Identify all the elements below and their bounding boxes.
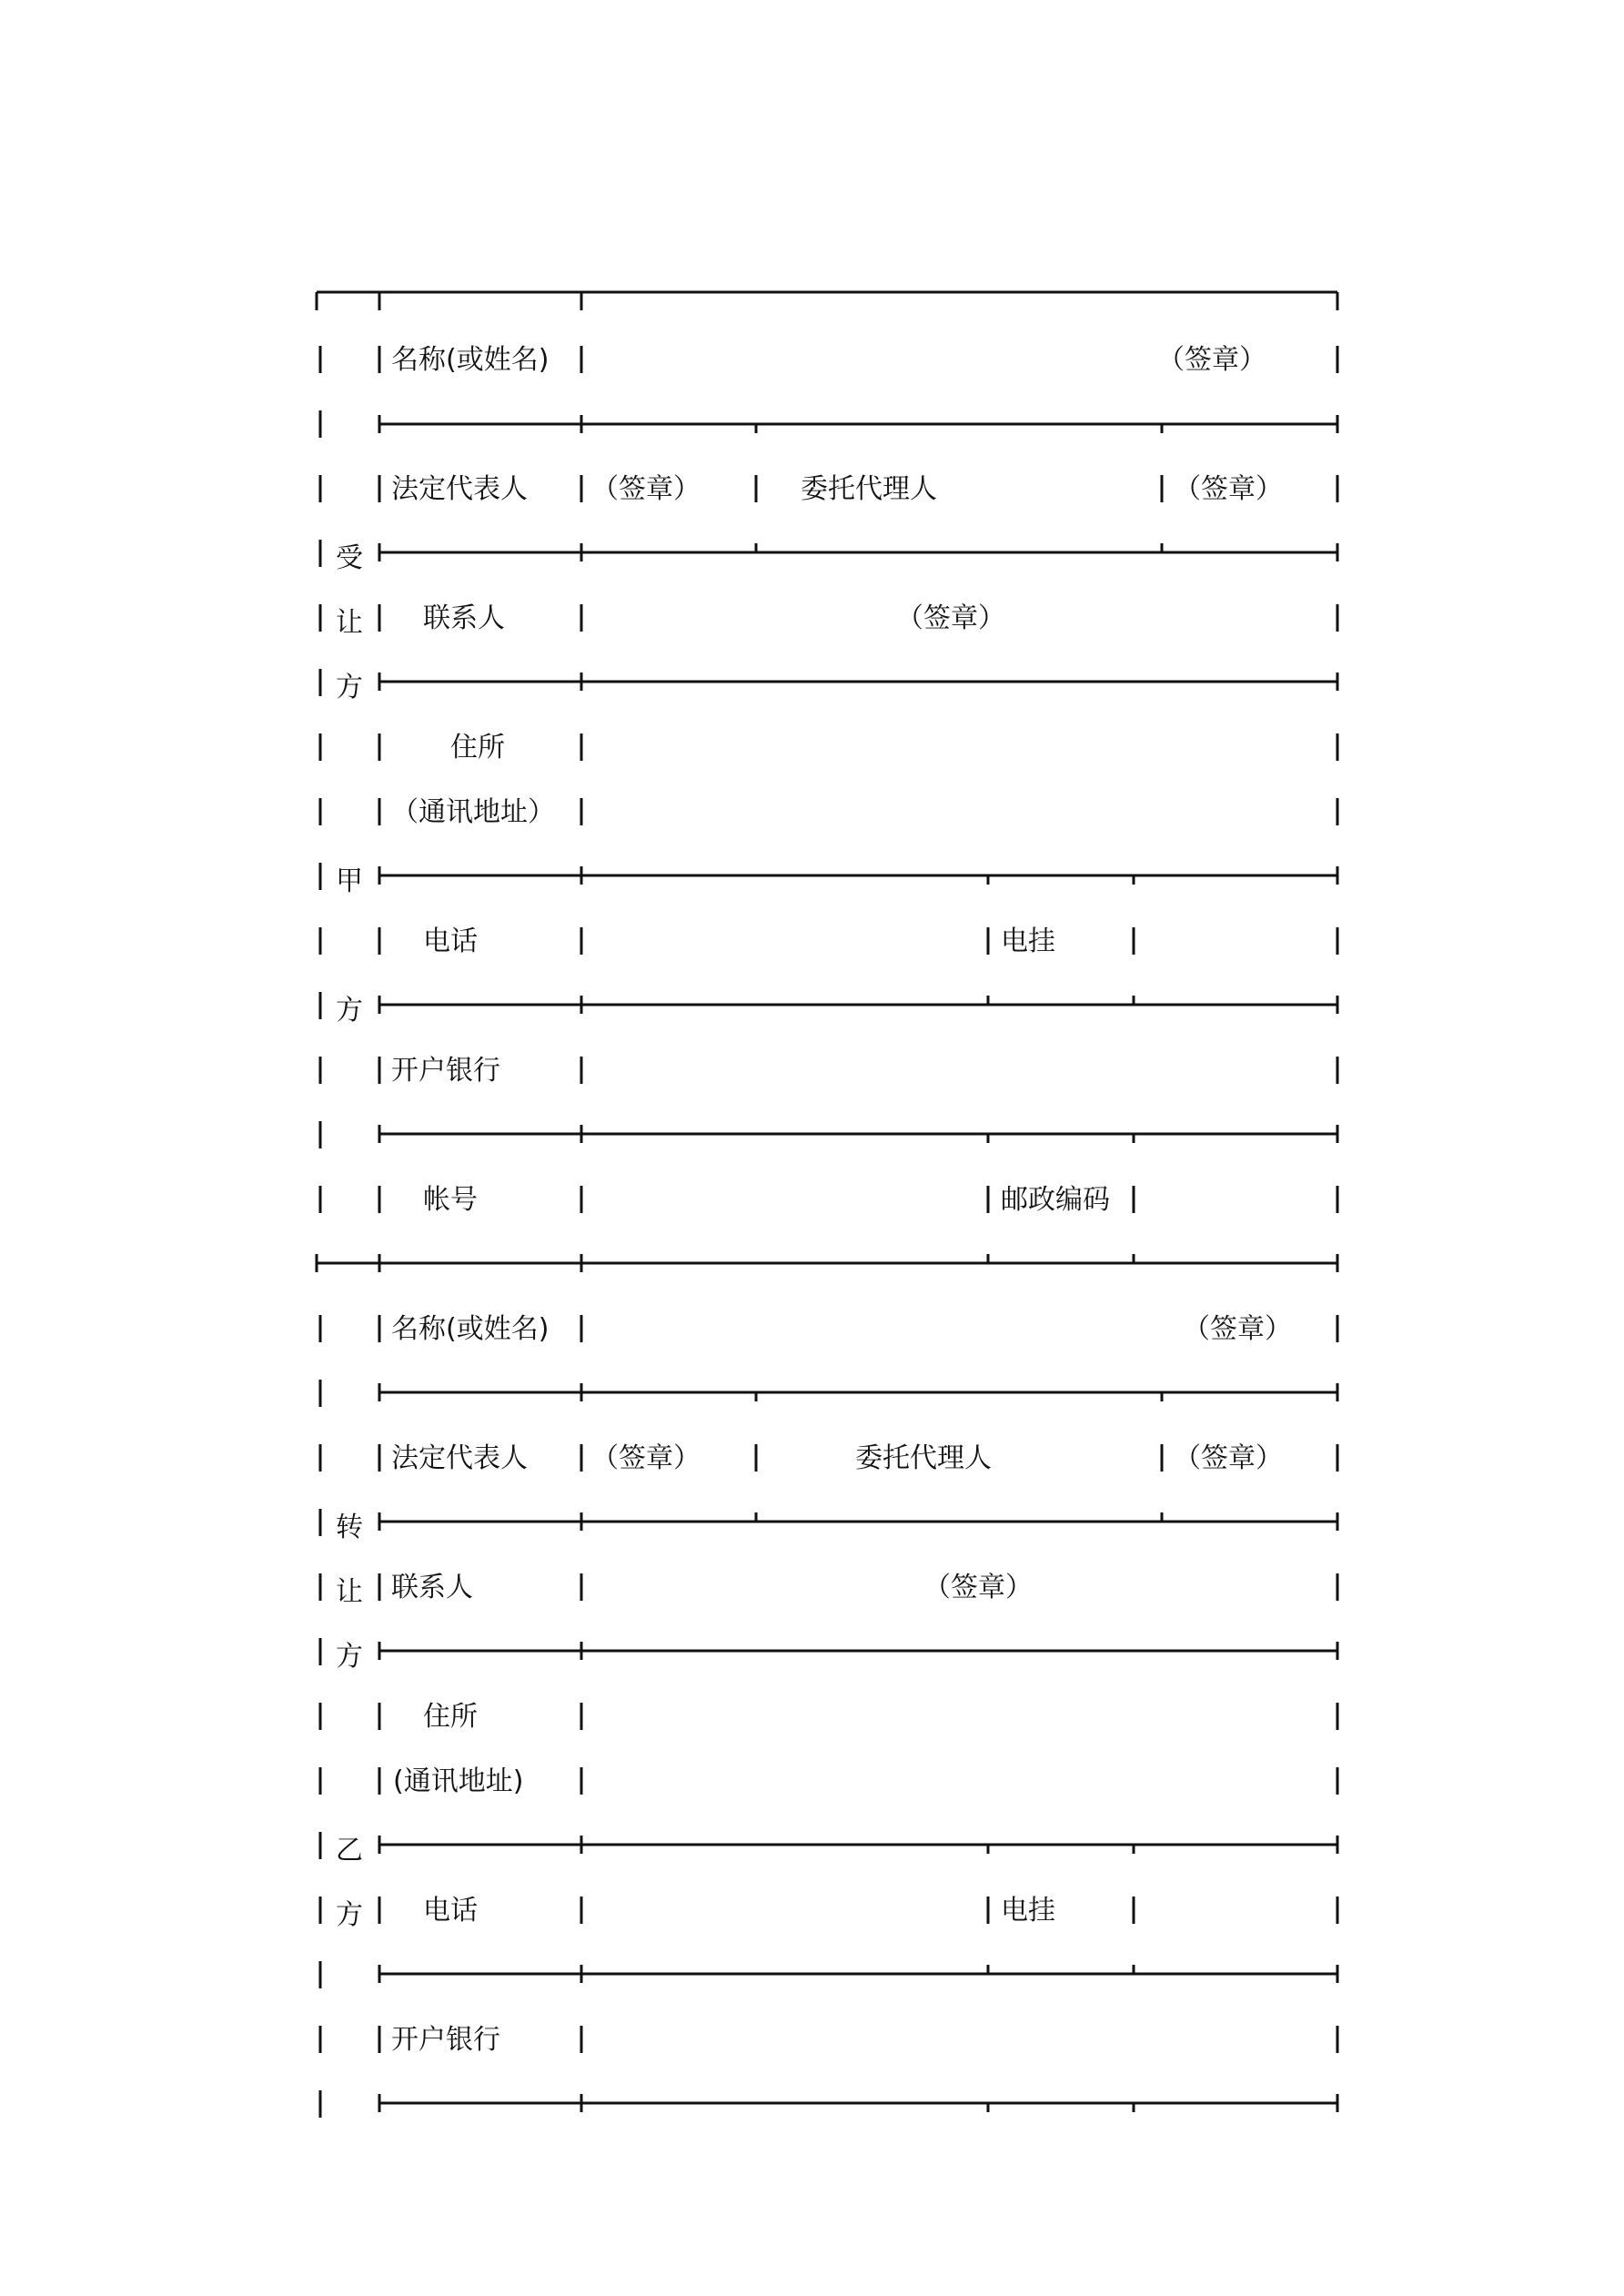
transferor-address-label-1: 住所 — [423, 1701, 478, 1733]
receiver-legal-rep-label: 法定代表人 — [391, 473, 528, 505]
transferor-section — [336, 1313, 1292, 2056]
receiver-side-char-2: 让 — [336, 607, 363, 639]
transferor-bank-label: 开户银行 — [391, 2024, 500, 2056]
receiver-address-label-1: 住所 — [450, 732, 505, 764]
transferor-side-char-4: 乙 — [336, 1835, 363, 1866]
receiver-phone-label: 电话 — [423, 925, 478, 957]
receiver-agent-label: 委托代理人 — [801, 473, 937, 505]
receiver-contact-label: 联系人 — [423, 602, 505, 634]
receiver-side-char-5: 方 — [336, 995, 363, 1027]
receiver-telex-label: 电挂 — [1001, 925, 1055, 957]
receiver-side-char-3: 方 — [336, 672, 363, 703]
transferor-side-char-2: 让 — [336, 1576, 363, 1608]
transferor-telex-label: 电挂 — [1001, 1895, 1055, 1927]
receiver-address-label-2: （通讯地址） — [391, 796, 555, 828]
transferor-address-label-2: (通讯地址) — [393, 1765, 524, 1797]
transferor-contact-label: 联系人 — [391, 1572, 473, 1603]
receiver-side-char-4: 甲 — [336, 865, 363, 897]
transferor-agent-seal[interactable]: （签章） — [1174, 1442, 1283, 1474]
receiver-name-seal[interactable]: （签章） — [1157, 344, 1266, 376]
transferor-phone-label: 电话 — [423, 1895, 478, 1927]
receiver-agent-seal[interactable]: （签章） — [1174, 473, 1283, 505]
receiver-section — [336, 344, 1283, 1216]
transferor-side-char-3: 方 — [336, 1641, 363, 1673]
transferor-name-label: 名称(或姓名) — [391, 1313, 550, 1345]
transferor-agent-label: 委托代理人 — [855, 1442, 992, 1474]
transferor-name-seal[interactable]: （签章） — [1183, 1313, 1292, 1345]
receiver-legal-rep-seal[interactable]: （签章） — [591, 473, 701, 505]
transferor-side-char-5: 方 — [336, 1899, 363, 1931]
receiver-postcode-label: 邮政编码 — [1001, 1184, 1110, 1216]
receiver-contact-seal[interactable]: （签章） — [896, 602, 1005, 634]
transferor-legal-rep-seal[interactable]: （签章） — [591, 1442, 701, 1474]
receiver-bank-label: 开户银行 — [391, 1055, 500, 1087]
transferor-side-char-1: 转 — [336, 1512, 363, 1543]
receiver-account-label: 帐号 — [423, 1184, 478, 1216]
receiver-name-label: 名称(或姓名) — [391, 344, 550, 376]
transferor-legal-rep-label: 法定代表人 — [391, 1442, 528, 1474]
transferor-contact-seal[interactable]: （签章） — [923, 1572, 1033, 1603]
receiver-side-char-1: 受 — [336, 542, 363, 574]
